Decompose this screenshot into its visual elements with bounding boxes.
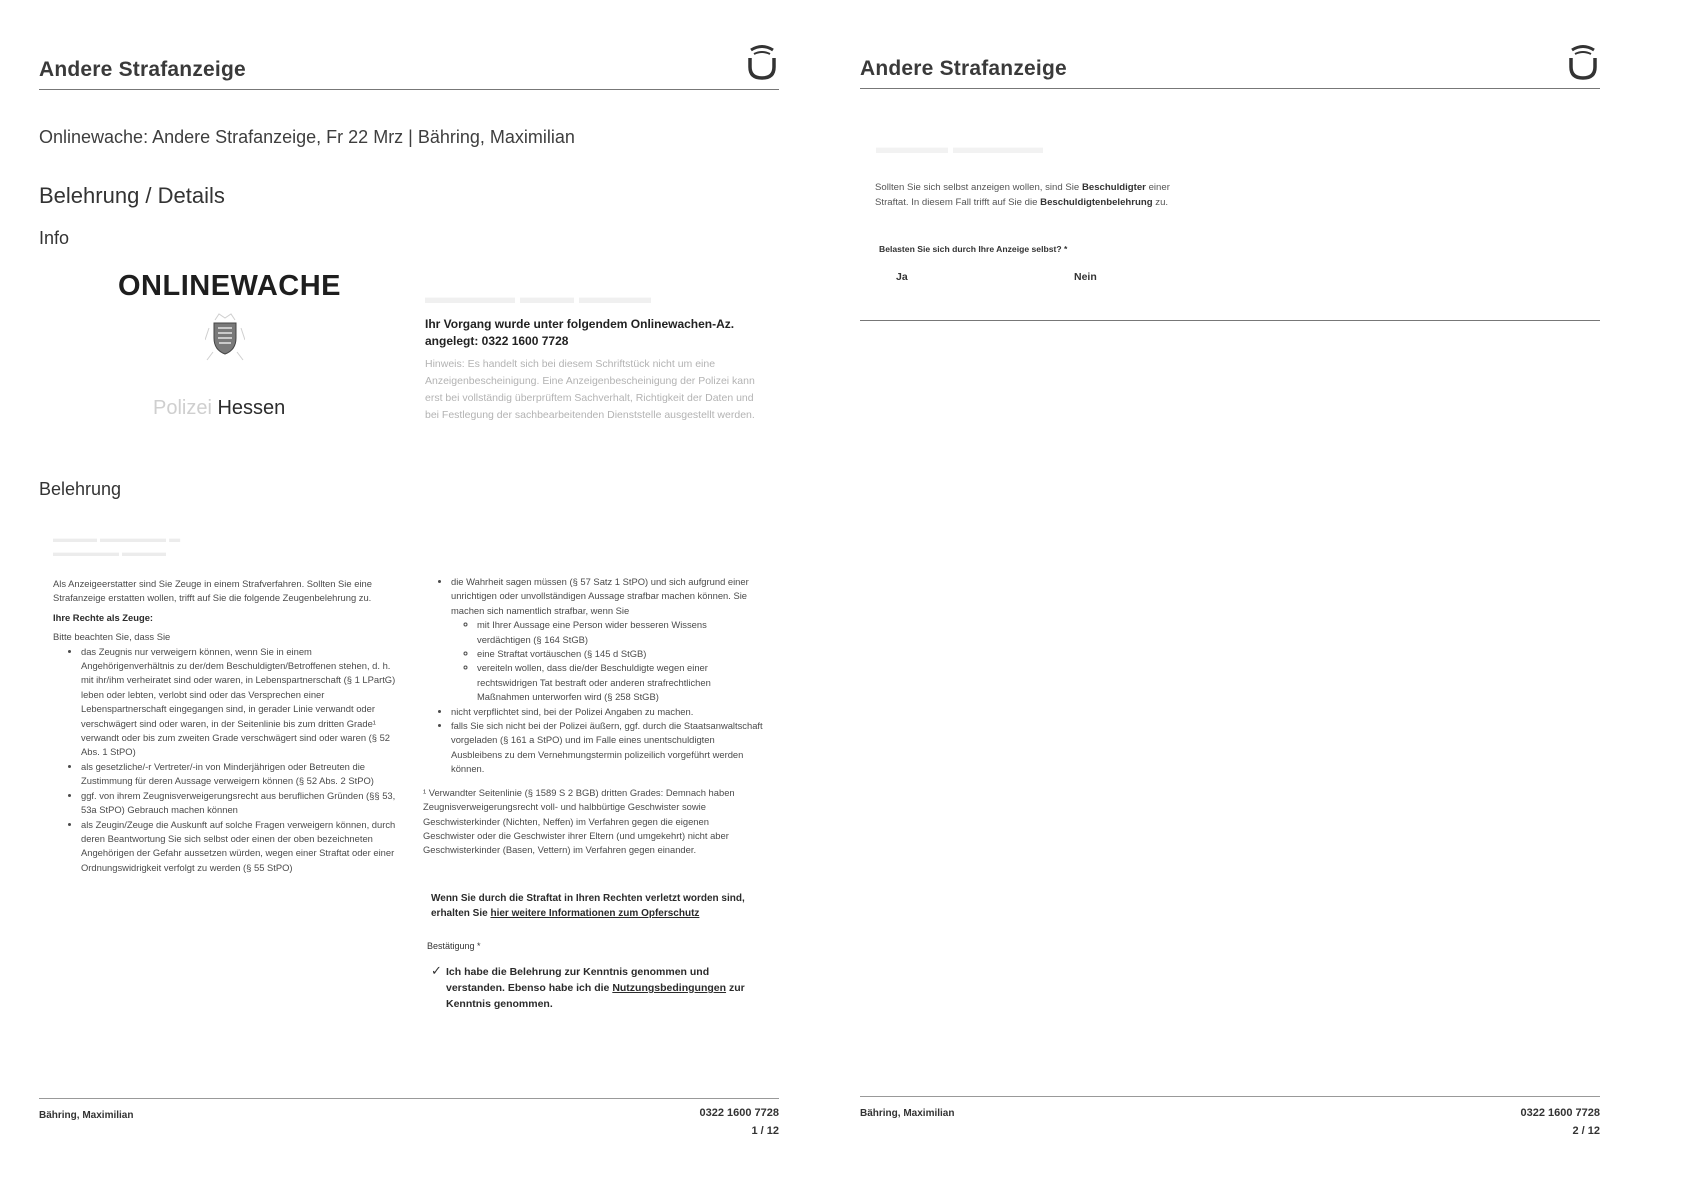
duties-list (423, 575, 763, 777)
hessen-crest-icon (205, 310, 245, 362)
self-incrimination-question: Belasten Sie sich durch Ihre Anzeige selbst? * (879, 244, 1068, 254)
footer-name: Bähring, Maximilian (860, 1108, 955, 1119)
onlinewache-brand: ONLINEWACHE (118, 270, 341, 302)
option-no[interactable]: Nein (1074, 271, 1097, 283)
confirmation-label: Bestätigung * (427, 941, 481, 951)
page-header-title: Andere Strafanzeige (39, 58, 246, 81)
belehrung-right-column (423, 575, 763, 858)
confirmation-text-part: Ich habe die Belehrung zur Kenntnis genommen und verstanden. Ebenso habe ich die (446, 966, 710, 994)
footer-case-number: 0322 1600 7728 (1520, 1107, 1600, 1119)
faint-heading: ▬▬▬▬ ▬▬▬▬▬ (876, 137, 1044, 157)
belehrung-left-column (53, 577, 398, 875)
section-divider (860, 320, 1600, 321)
footnote: ¹ Verwandter Seitenlinie (§ 1589 S 2 BGB) dritten Grades: Demnach haben Zeugnisverweigerungsrecht voll- und halbbürtige Geschwister sowie Geschwisterkinder (Nichten, Neffen) im Verfahren gegen die eigenen Geschwister oder die Geschwister ihrer Eltern (und umgekehrt) nicht aber Geschwisterkinder (Basen, Vettern) im Verfahren gegen einander. (423, 786, 735, 856)
section-title: Belehrung / Details (39, 183, 225, 208)
polizei-hessen-label (153, 397, 285, 420)
self-report-notice (875, 181, 1205, 210)
police-logo-icon (1566, 41, 1600, 81)
footer-page-number: 2 / 12 (1572, 1125, 1600, 1137)
victim-protection-notice (431, 891, 766, 921)
hessen-word: Hessen (217, 397, 286, 419)
list-item: ◦ mit Ihrer Aussage eine Person wider besseren Wissens verdächtigen (§ 164 StGB) (477, 618, 763, 647)
zeuge-intro: Als Anzeigeerstatter sind Sie Zeuge in einem Strafverfahren. Sollten Sie eine Strafanzeige erstatten wollen, trifft auf Sie die folgende Zeugenbelehrung zu. (53, 578, 372, 604)
list-item (451, 575, 763, 705)
confirmation-checkbox[interactable]: ✓ (431, 963, 442, 978)
faint-heading: ▬▬▬▬▬ ▬▬▬ ▬▬▬▬ (425, 287, 652, 307)
list-item: • ggf. von ihrem Zeugnisverweigerungsrecht aus beruflichen Gründen (§§ 53, 53a StPO) Gebrauch machen können (81, 789, 398, 818)
list-item: ◦ vereiteln wollen, dass die/der Beschuldigte wegen einer rechtswidrigen Tat bestraft oder anderen strafrechtlichen Maßnahmen unterworfen wird (§ 258 StGB) (477, 661, 763, 704)
footer-divider (860, 1096, 1600, 1097)
victim-protection-link[interactable]: hier weitere Informationen zum Opferschutz (490, 908, 700, 919)
document-page-1 (0, 0, 790, 1199)
list-item: ◦ eine Straftat vortäuschen (§ 145 d StGB) (477, 647, 763, 661)
footer-name: Bähring, Maximilian (39, 1110, 134, 1121)
document-page-2 (848, 0, 1696, 1199)
list-item: • als Zeugin/Zeuge die Auskunft auf solche Fragen verweigern können, durch deren Beantwortung Sie sich selbst oder einen der oben bezeichneten Angehörigen der Gefahr aussetzen würden, wegen einer Straftat oder einer Ordnungswidrigkeit verfolgt zu werden (§ 55 StPO) (81, 818, 398, 876)
footer-divider (39, 1098, 779, 1099)
header-divider (39, 89, 779, 90)
confirmation-text-part: zur Kenntnis genommen. (446, 982, 745, 1010)
info-label: Info (39, 228, 70, 248)
hint-text: Hinweis: Es handelt sich bei diesem Schriftstück nicht um eine Anzeigenbescheinigung. Eine Anzeigenbescheinigung der Polizei kann erst bei vollständig überprüftem Sachverhalt, Richtigkeit der Daten und bei Festlegung der sachbearbeitenden Dienststelle ausgestellt werden. (425, 358, 755, 421)
footer-case-number: 0322 1600 7728 (699, 1107, 779, 1119)
footer-page-number: 1 / 12 (751, 1125, 779, 1137)
notice-text: einer Straftat. In diesem Fall trifft auf Sie die (875, 182, 1170, 208)
notice-emphasis: Beschuldigter (1081, 182, 1146, 193)
rights-heading: Ihre Rechte als Zeuge: (53, 611, 154, 623)
faint-subheading: ▬▬▬▬ ▬▬▬▬▬▬ ▬ ▬▬▬▬▬▬ ▬▬▬▬ (53, 533, 181, 559)
police-logo-icon (745, 41, 779, 81)
victim-protection-text: Wenn Sie durch die Straftat in Ihren Rechten verletzt worden sind, erhalten Sie (431, 893, 745, 919)
list-item: • nicht verpflichtet sind, bei der Polizei Angaben zu machen. (451, 705, 763, 719)
case-number-notice: Ihr Vorgang wurde unter folgendem Onlinewachen-Az. angelegt: 0322 1600 7728 (425, 317, 735, 348)
notice-text: Sollten Sie sich selbst anzeigen wollen, sind Sie (875, 182, 1080, 193)
list-item: • als gesetzliche/-r Vertreter/-in von Minderjährigen oder Betreuten die Zustimmung für deren Aussage verweigern können (§ 52 Abs. 2 StPO) (81, 760, 398, 789)
belehrung-label: Belehrung (39, 479, 122, 499)
document-meta-line: Onlinewache: Andere Strafanzeige, Fr 22 Mrz | Bähring, Maximilian (39, 127, 575, 147)
truth-duty: die Wahrheit sagen müssen (§ 57 Satz 1 StPO) und sich aufgrund einer unrichtigen oder unvollständigen Aussage strafbar machen können. Sie machen sich namentlich strafbar, wenn Sie (451, 576, 749, 616)
option-yes[interactable]: Ja (896, 271, 908, 283)
please-note: Bitte beachten Sie, dass Sie (53, 631, 171, 643)
page-header-title: Andere Strafanzeige (860, 57, 1067, 80)
terms-of-use-link[interactable]: Nutzungsbedingungen (612, 982, 727, 994)
notice-text: zu. (1155, 196, 1169, 208)
notice-emphasis: Beschuldigtenbelehrung (1040, 196, 1153, 208)
list-item: • das Zeugnis nur verweigern können, wenn Sie in einem Angehörigenverhältnis zu der/dem Beschuldigten/Betroffenen stehen, d. h. mit ihr/ihm verheiratet sind oder waren, in Lebenspartnerschaft (§ 1 LPartG) leben oder lebten, verlobt sind oder das Versprechen einer Lebenspartnerschaft eingegangen sind, in gerader Linie verwandt oder verschwägert sind oder waren, in der Seitenlinie bis zum dritten Grade¹ verwandt oder bis zum zweiten Grade verschwägert sind oder waren (§ 52 Abs. 1 StPO) (81, 645, 398, 760)
header-divider (860, 88, 1600, 89)
rights-list (53, 645, 398, 876)
list-item: • falls Sie sich nicht bei der Polizei äußern, ggf. durch die Staatsanwaltschaft vorgeladen (§ 161 a StPO) und im Falle eines unentschuldigten Ausbleibens zu dem Vernehmungstermin polizeilich vorgeführt werden können. (451, 719, 763, 777)
confirmation-text (446, 964, 746, 1012)
offences-sublist (451, 618, 763, 704)
polizei-word: Polizei (153, 397, 212, 419)
